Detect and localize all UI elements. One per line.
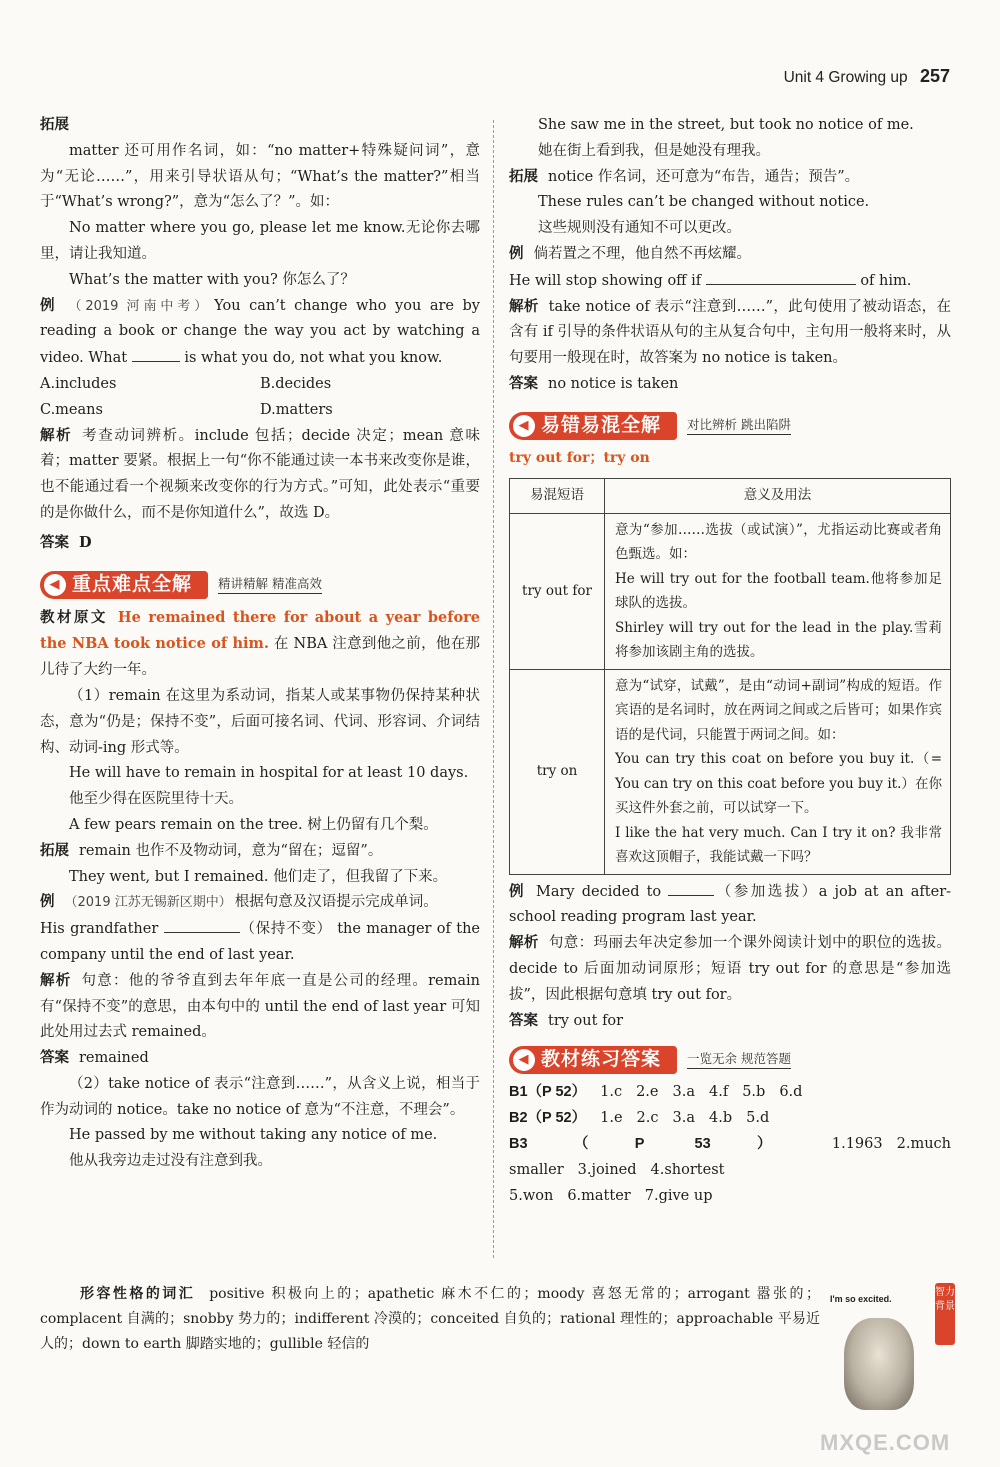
- point-text: （2）take notice of 表示“注意到……”，从含义上说，相当于作为动词的 notice。take no notice of 意为“不注意，不理会”。: [40, 1075, 480, 1118]
- example-prompt-text: 倘若置之不理，他自然不再炫耀。: [533, 245, 751, 262]
- point-example: He passed by me without taking any notice of me.: [69, 1127, 438, 1144]
- tuozhan-text: remain 也作不及物动词，意为“留在；逗留”。: [79, 842, 383, 859]
- section-heading: [509, 410, 951, 442]
- section-tag: 精讲精解 精准高效: [218, 576, 322, 594]
- example-text: He will stop showing off if: [509, 272, 702, 289]
- table-row: [510, 513, 951, 669]
- answer-item: 6.d: [779, 1084, 803, 1101]
- analysis-text: 考查动词辨析。include 包括；decide 决定；mean 意味着；matter 要紧。根据上一句“你不能通过读一本书来改变你是谁，也不能通过看一个视频来改变你的行为方式。”可知，此处表示“重要的是你做什么，而不是你知道什么”，故选 D。: [40, 427, 481, 521]
- answer-label: 答案: [509, 375, 538, 392]
- answer-group-label: B2（P 52）: [509, 1110, 587, 1127]
- table-phrase: try out for: [510, 513, 605, 669]
- column-divider: [493, 120, 494, 1258]
- answer-line: [509, 1184, 951, 1210]
- analysis: [509, 931, 951, 1008]
- answer-text: try out for: [548, 1012, 624, 1029]
- answer-text: remained: [79, 1050, 149, 1067]
- photo-caption: I'm so excited.: [830, 1294, 892, 1304]
- answer-blank[interactable]: [706, 268, 856, 285]
- speaker-icon: ◀: [513, 1049, 535, 1071]
- analysis-text: 句意：玛丽去年决定参加一个课外阅读计划中的职位的选拔。decide to 后面加动词原形；短语 try out for 的意思是“参加选拔”，因此根据句意填 try out for。: [509, 935, 952, 1003]
- page-header: [784, 66, 950, 87]
- answer: [40, 530, 480, 557]
- analysis-label: 解析: [509, 298, 539, 315]
- example-source: （2019 江苏无锡新区期中）: [64, 895, 232, 911]
- answer-item: 2.c: [636, 1110, 659, 1127]
- section-title: 重点难点全解: [72, 572, 193, 595]
- example-question: [509, 879, 951, 932]
- answer-item: 1.e: [600, 1110, 623, 1127]
- example-text: You can’t change who you are by reading a book or change the way you act by watching a video. What: [40, 297, 481, 367]
- corner-tag: 智力背景: [935, 1283, 955, 1345]
- tuozhan-example: What’s the matter with you? 你怎么了？: [69, 271, 355, 288]
- note-title: 形容性格的词汇: [80, 1286, 196, 1302]
- analysis-label: 解析: [509, 935, 539, 952]
- original-label: 教材原文: [40, 609, 108, 626]
- analysis-text: 句意：他的爷爷直到去年年底一直是公司的经理。remain 有“保持不变”的意思，由本句中的 until the end of last year 可知此处用过去式 remained。: [40, 972, 480, 1041]
- option-b: B.decides: [260, 375, 332, 392]
- example-instr: 根据句意及汉语提示完成单词。: [234, 894, 438, 911]
- watermark: MXQE.COM: [820, 1430, 951, 1455]
- page-number: 257: [919, 66, 950, 86]
- point-example: He will have to remain in hospital for at least 10 days.: [69, 765, 469, 782]
- section-banner: [509, 1046, 677, 1074]
- speaker-icon: ◀: [44, 574, 66, 596]
- options-row: [40, 372, 480, 398]
- tuozhan-label: 拓展: [40, 117, 69, 133]
- answer-text: D: [79, 533, 92, 551]
- comparison-table: [509, 478, 951, 875]
- table-row: [510, 669, 951, 874]
- answer-item: 1.1963: [831, 1135, 883, 1152]
- example-hint: （参加选拔）: [714, 883, 819, 900]
- example-label: 例: [509, 245, 524, 262]
- answer-item: 2.e: [636, 1084, 659, 1101]
- answer-item: 4.b: [708, 1110, 733, 1127]
- tuozhan-text: notice 作名词，还可意为“布告，通告；预告”。: [548, 168, 860, 185]
- original-cn: 在 NBA 注意到他之前，他在那儿待了大约一年。: [40, 636, 480, 679]
- example-question: [40, 890, 480, 916]
- answer-item: 5.d: [746, 1110, 770, 1127]
- unit-title: Growing up: [828, 69, 908, 86]
- answer-line: [509, 1132, 951, 1184]
- example-question: [509, 268, 951, 295]
- example-text: the manager of the company until the end of last year.: [40, 921, 481, 963]
- usage-line: Shirley will try out for the lead in the play.雪莉将参加该剧主角的选拔。: [615, 619, 942, 661]
- answer-label: 答案: [40, 1050, 69, 1067]
- example-label: 例: [509, 883, 526, 900]
- section-banner: [40, 571, 208, 599]
- tuozhan: [40, 839, 480, 865]
- tuozhan: [509, 165, 951, 191]
- answer-label: 答案: [509, 1012, 538, 1029]
- table-phrase: try on: [510, 669, 605, 874]
- answer-item: 4.shortest: [650, 1161, 725, 1178]
- answer-line: [509, 1106, 951, 1132]
- example-source: （2019 河南中考）: [68, 298, 212, 314]
- answer-text: no notice is taken: [548, 375, 679, 392]
- section-heading: [40, 569, 480, 601]
- table-header-row: [510, 478, 951, 513]
- answer-line: [509, 1080, 951, 1106]
- point-example: 这些规则没有通知不可以更改。: [538, 220, 741, 237]
- example-question: [40, 294, 480, 372]
- analysis: [509, 295, 951, 372]
- section-heading: [509, 1044, 951, 1076]
- section-tag: 一览无余 规范答题: [687, 1051, 791, 1069]
- analysis: [40, 424, 480, 527]
- tuozhan-label: 拓展: [40, 842, 69, 859]
- section-tag: 对比辨析 跳出陷阱: [687, 417, 791, 435]
- original-en: He remained there for about a year before the NBA took notice of him.: [40, 608, 481, 653]
- example-text: is what you do, not what you know.: [184, 350, 443, 367]
- child-photo: [822, 1288, 940, 1428]
- option-a: A.includes: [40, 375, 117, 392]
- example-hint: （保持不变）: [239, 921, 332, 938]
- tuozhan-example: No matter where you go, please let me know.无论你去哪里，请让我知道。: [40, 220, 480, 262]
- section-title: 易错易混全解: [541, 413, 662, 436]
- usage-line: He will try out for the football team.他将参加足球队的选拔。: [615, 570, 942, 612]
- analysis-text: take notice of 表示“注意到……”，此句使用了被动语态，在含有 if 引导的条件状语从句的主从复合句中，主句用一般将来时，从句要用一般现在时，故答案为 no notice is taken。: [509, 298, 951, 367]
- answer-item: 1.c: [600, 1084, 623, 1101]
- usage-line: You can try this coat on before you buy it.（= You can try on this coat before you buy it.）在你买这件外套之前，可以试穿一下。: [615, 751, 942, 817]
- point-example: A few pears remain on the tree. 树上仍留有几个梨。: [69, 816, 438, 833]
- option-c: C.means: [40, 401, 103, 418]
- answer-blank[interactable]: [164, 916, 240, 933]
- example-prompt: [509, 242, 951, 268]
- answer: [509, 1009, 951, 1035]
- example-label: 例: [40, 297, 59, 314]
- answer-item: 4.f: [708, 1084, 729, 1101]
- answer-item: 3.a: [672, 1110, 695, 1127]
- options-row: [40, 398, 480, 424]
- tuozhan-label: 拓展: [509, 168, 538, 185]
- example-label: 例: [40, 894, 55, 911]
- example-text: of him.: [860, 272, 912, 289]
- right-column: [509, 113, 951, 1209]
- answer-item: 3.a: [672, 1084, 695, 1101]
- unit-label: Unit 4: [783, 69, 825, 86]
- section-title: 教材练习答案: [541, 1048, 662, 1071]
- answer-blank[interactable]: [132, 345, 180, 362]
- section-banner: [509, 412, 677, 440]
- answer: [40, 1046, 480, 1072]
- analysis-label: 解析: [40, 427, 73, 444]
- textbook-original: [40, 605, 480, 684]
- answer-item: 7.give up: [644, 1187, 713, 1204]
- answer-item: 2.much smaller: [509, 1135, 951, 1178]
- answer-list: [509, 1080, 951, 1183]
- example-text: a job at an after-school reading program last year.: [509, 883, 952, 926]
- usage-line: I like the hat very much. Can I try it on? 我非常喜欢这顶帽子，我能试戴一下吗？: [615, 824, 942, 866]
- answer-item: 5.b: [742, 1084, 766, 1101]
- point-example: 他至少得在医院里待十天。: [69, 791, 243, 808]
- compare-title: try out for；try on: [509, 449, 650, 466]
- answer-group-label: B3（P 53）: [509, 1135, 818, 1152]
- tuozhan-text: matter 还可用作名词，如：“no matter+特殊疑问词”，意为“无论……”，用来引导状语从句；“What’s the matter?”相当于“What’s wrong?”，意为“怎么了？”。如：: [40, 142, 480, 211]
- example-text: Mary decided to: [536, 883, 662, 900]
- point-example: 他从我旁边走过没有注意到我。: [69, 1153, 272, 1170]
- example-text: His grandfather: [40, 921, 159, 938]
- usage-line: 意为“试穿，试戴”，是由“动词+副词”构成的短语。作宾语的是名词时，放在两词之间或之后皆可；如果作宾语的是代词，只能置于两词之间。如：: [615, 677, 942, 743]
- table-usage: [605, 513, 951, 669]
- point-example: These rules can’t be changed without notice.: [538, 194, 870, 211]
- table-header: 意义及用法: [605, 478, 951, 513]
- speaker-icon: ◀: [513, 415, 535, 437]
- note-text: positive 积极向上的；apathetic 麻木不仁的；moody 喜怒无常的；arrogant 嚣张的；complacent 自满的；snobby 势力的；indifferent 冷漠的；conceited 自负的；rational 理性的；approachable 平易近人的；down to earth 脚踏实地的；gullible 轻信的: [40, 1286, 820, 1352]
- answer: [509, 372, 951, 398]
- analysis-label: 解析: [40, 972, 72, 989]
- example-question: [40, 916, 480, 969]
- point-example: She saw me in the street, but took no notice of me.: [538, 117, 914, 133]
- point-example: They went, but I remained. 他们走了，但我留了下来。: [69, 868, 448, 885]
- answer-item: 3.joined: [577, 1161, 637, 1178]
- answer-group-label: B1（P 52）: [509, 1084, 587, 1101]
- child-face-image: [844, 1318, 914, 1410]
- option-d: D.matters: [260, 401, 333, 418]
- answer-blank[interactable]: [668, 879, 714, 896]
- table-header: 易混短语: [510, 478, 605, 513]
- answer-item: 5.won: [509, 1187, 554, 1204]
- answer-label: 答案: [40, 534, 69, 551]
- analysis: [40, 969, 480, 1046]
- table-usage: [605, 669, 951, 874]
- point-example: 她在街上看到我，但是她没有理我。: [538, 142, 770, 159]
- answer-item: 6.matter: [567, 1187, 631, 1204]
- point-text: （1）remain 在这里为系动词，指某人或某事物仍保持某种状态，意为“仍是；保持不变”，后面可接名词、代词、形容词、介词结构、动词-ing 形式等。: [40, 687, 480, 756]
- usage-line: 意为“参加……选拔（或试演）”，尤指运动比赛或者角色甄选。如：: [615, 521, 942, 563]
- vocabulary-note: [40, 1282, 820, 1357]
- left-column: [40, 113, 480, 1175]
